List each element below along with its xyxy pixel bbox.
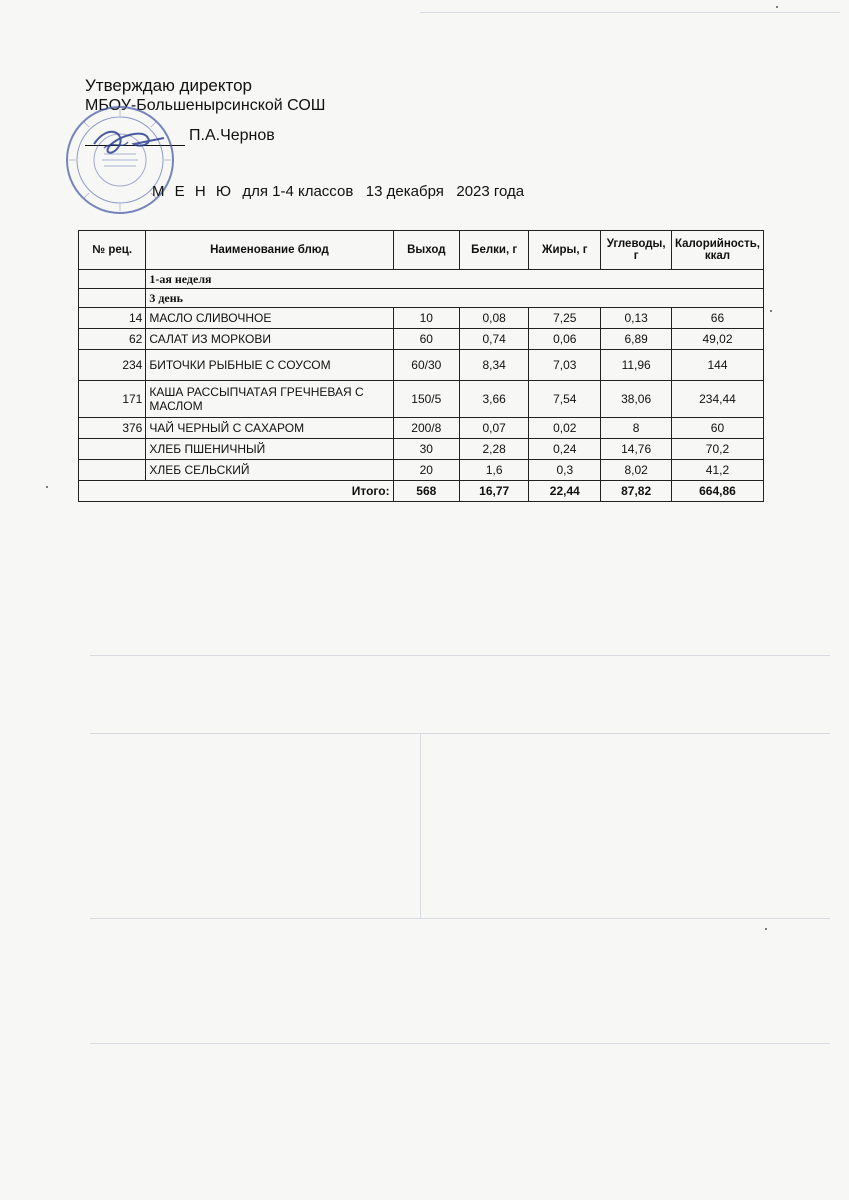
total-label: Итого: <box>79 481 394 502</box>
dish-calories: 60 <box>671 418 763 439</box>
bleed-through-line <box>90 1043 830 1044</box>
dish-carbs: 11,96 <box>601 350 672 381</box>
scan-speck <box>765 928 767 930</box>
dish-fats: 7,03 <box>529 350 601 381</box>
dish-proteins: 0,07 <box>460 418 529 439</box>
dish-calories: 234,44 <box>671 381 763 418</box>
col-header-proteins: Белки, г <box>460 231 529 270</box>
dish-name: БИТОЧКИ РЫБНЫЕ С СОУСОМ <box>146 350 393 381</box>
menu-title-word: М Е Н Ю <box>152 183 234 200</box>
total-carbs: 87,82 <box>601 481 672 502</box>
dish-name: САЛАТ ИЗ МОРКОВИ <box>146 329 393 350</box>
dish-proteins: 0,08 <box>460 308 529 329</box>
recipe-number: 14 <box>79 308 146 329</box>
col-header-carbs: Углеводы, г <box>601 231 672 270</box>
dish-name: ХЛЕБ ПШЕНИЧНЫЙ <box>146 439 393 460</box>
bleed-through-line <box>420 733 421 918</box>
recipe-number: 234 <box>79 350 146 381</box>
dish-carbs: 8,02 <box>601 460 672 481</box>
dish-carbs: 0,13 <box>601 308 672 329</box>
dish-proteins: 0,74 <box>460 329 529 350</box>
table-row <box>79 329 764 350</box>
dish-output: 10 <box>393 308 459 329</box>
bleed-through-line <box>90 655 830 656</box>
dish-output: 30 <box>393 439 459 460</box>
dish-fats: 7,54 <box>529 381 601 418</box>
total-calories: 664,86 <box>671 481 763 502</box>
col-header-fats: Жиры, г <box>529 231 601 270</box>
dish-calories: 70,2 <box>671 439 763 460</box>
bleed-through-line <box>90 918 830 919</box>
col-header-output: Выход <box>393 231 459 270</box>
menu-title <box>152 183 524 200</box>
col-header-dish: Наименование блюд <box>146 231 393 270</box>
dish-output: 60 <box>393 329 459 350</box>
dish-name: ХЛЕБ СЕЛЬСКИЙ <box>146 460 393 481</box>
table-row <box>79 350 764 381</box>
dish-output: 60/30 <box>393 350 459 381</box>
dish-carbs: 14,76 <box>601 439 672 460</box>
total-row <box>79 481 764 502</box>
dish-calories: 66 <box>671 308 763 329</box>
col-header-recipe: № рец. <box>79 231 146 270</box>
bleed-through-line <box>90 733 830 734</box>
dish-output: 150/5 <box>393 381 459 418</box>
scan-speck <box>776 6 778 8</box>
recipe-number: 62 <box>79 329 146 350</box>
table-row <box>79 418 764 439</box>
recipe-number: 376 <box>79 418 146 439</box>
dish-fats: 0,02 <box>529 418 601 439</box>
total-output: 568 <box>393 481 459 502</box>
dish-proteins: 3,66 <box>460 381 529 418</box>
signer-name: П.А.Чернов <box>189 127 275 144</box>
day-label: 3 день <box>146 289 764 308</box>
scan-speck <box>46 486 48 488</box>
dish-carbs: 38,06 <box>601 381 672 418</box>
week-row <box>79 270 764 289</box>
total-fats: 22,44 <box>529 481 601 502</box>
dish-calories: 144 <box>671 350 763 381</box>
dish-carbs: 8 <box>601 418 672 439</box>
scan-speck <box>770 310 772 312</box>
dish-output: 20 <box>393 460 459 481</box>
dish-output: 200/8 <box>393 418 459 439</box>
dish-proteins: 2,28 <box>460 439 529 460</box>
table-row <box>79 439 764 460</box>
approval-line-1: Утверждаю директор <box>85 76 253 95</box>
dish-name: ЧАЙ ЧЕРНЫЙ С САХАРОМ <box>146 418 393 439</box>
menu-table <box>78 230 764 502</box>
table-row <box>79 308 764 329</box>
table-header-row <box>79 231 764 270</box>
recipe-number <box>79 439 146 460</box>
dish-name: КАША РАССЫПЧАТАЯ ГРЕЧНЕВАЯ С МАСЛОМ <box>146 381 393 418</box>
recipe-number: 171 <box>79 381 146 418</box>
dish-proteins: 1,6 <box>460 460 529 481</box>
dish-calories: 41,2 <box>671 460 763 481</box>
bleed-through-line <box>420 12 840 13</box>
table-row <box>79 381 764 418</box>
total-proteins: 16,77 <box>460 481 529 502</box>
week-label: 1-ая неделя <box>146 270 764 289</box>
recipe-number <box>79 460 146 481</box>
dish-fats: 0,3 <box>529 460 601 481</box>
dish-name: МАСЛО СЛИВОЧНОЕ <box>146 308 393 329</box>
table-row <box>79 460 764 481</box>
dish-carbs: 6,89 <box>601 329 672 350</box>
dish-fats: 0,24 <box>529 439 601 460</box>
menu-title-details: для 1-4 классов 13 декабря 2023 года <box>242 183 525 200</box>
dish-calories: 49,02 <box>671 329 763 350</box>
day-row <box>79 289 764 308</box>
dish-fats: 0,06 <box>529 329 601 350</box>
col-header-calories: Калорийность, ккал <box>671 231 763 270</box>
approval-line-2: МБОУ-Большенырсинской СОШ <box>85 97 326 114</box>
dish-proteins: 8,34 <box>460 350 529 381</box>
dish-fats: 7,25 <box>529 308 601 329</box>
